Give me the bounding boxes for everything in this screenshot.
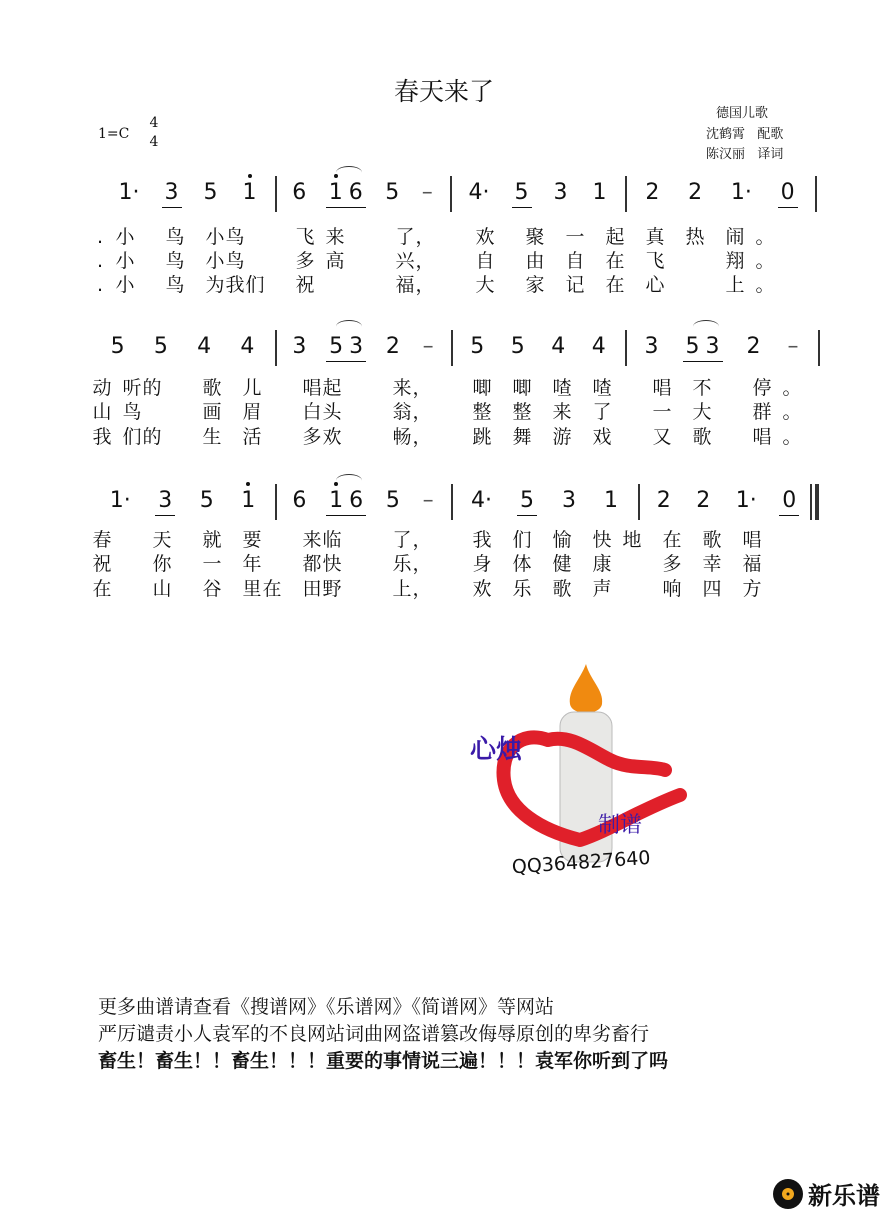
note bbox=[551, 180, 571, 206]
note bbox=[512, 180, 532, 208]
beamed-group bbox=[326, 488, 366, 516]
note-digit: 1 bbox=[730, 180, 745, 205]
note-digit: 1 bbox=[242, 180, 257, 205]
note-digit: 5 bbox=[385, 180, 400, 205]
note-digit: 1 bbox=[328, 180, 343, 205]
note bbox=[693, 488, 713, 514]
measure bbox=[457, 334, 619, 374]
note-digit: 5 bbox=[520, 488, 534, 513]
barline bbox=[815, 484, 819, 520]
note-digit: 0 bbox=[780, 180, 795, 205]
note-token bbox=[289, 180, 309, 206]
vinyl-record-icon bbox=[772, 1178, 804, 1210]
note bbox=[155, 488, 175, 516]
note-digit: 1 bbox=[109, 488, 124, 513]
note-digit: 2 bbox=[645, 180, 660, 205]
note-digit: 4 bbox=[468, 180, 483, 205]
note-token bbox=[642, 334, 662, 360]
measure bbox=[281, 180, 444, 220]
note-token bbox=[197, 488, 217, 514]
slur-arc bbox=[693, 320, 719, 333]
note-token bbox=[466, 180, 493, 206]
note-digit: 5 bbox=[685, 334, 700, 359]
note-token bbox=[151, 334, 171, 360]
note-digit: 0 bbox=[782, 488, 797, 513]
note-digit: 2 bbox=[385, 334, 400, 359]
note-token bbox=[237, 334, 257, 360]
flame-icon bbox=[570, 664, 602, 713]
note-token bbox=[383, 334, 403, 360]
note-token bbox=[590, 180, 610, 206]
note-digit: 2 bbox=[746, 334, 761, 359]
note bbox=[589, 334, 609, 360]
note-digit: 5 bbox=[514, 180, 529, 205]
note-digit: 3 bbox=[164, 180, 179, 205]
note bbox=[517, 488, 537, 516]
note bbox=[108, 334, 128, 360]
lyric-line: . 小 鸟 小 鸟 多 高 兴 ， 自 由 自 在 飞 翔 。 bbox=[96, 250, 775, 272]
barline bbox=[451, 484, 453, 520]
note-token bbox=[559, 488, 579, 514]
logo-left-text: 心烛 bbox=[470, 735, 523, 765]
note-digit: 6 bbox=[348, 180, 363, 205]
note-token bbox=[467, 334, 487, 360]
note-token bbox=[589, 334, 609, 360]
logo-qq: QQ364827640 bbox=[511, 846, 652, 879]
note-token bbox=[683, 334, 723, 362]
note bbox=[654, 488, 674, 514]
note-token bbox=[420, 334, 437, 360]
measure bbox=[281, 334, 445, 374]
note bbox=[197, 488, 217, 514]
note-digit: 1 bbox=[329, 488, 344, 513]
brand-name: 新乐谱 bbox=[808, 1182, 880, 1210]
beamed-group bbox=[326, 334, 366, 362]
barline bbox=[625, 330, 627, 366]
measure bbox=[106, 180, 269, 220]
note-digit: 5 bbox=[510, 334, 525, 359]
high-octave-dot bbox=[246, 482, 250, 486]
note-token bbox=[733, 488, 760, 514]
candle-heart-logo bbox=[470, 660, 700, 880]
slur-arc bbox=[336, 474, 362, 487]
measure bbox=[631, 180, 809, 220]
note-token bbox=[508, 334, 528, 360]
note-token bbox=[326, 334, 366, 362]
note bbox=[466, 180, 493, 206]
beamed-group bbox=[683, 334, 723, 362]
time-denominator: 4 bbox=[149, 134, 159, 150]
measure bbox=[457, 488, 632, 528]
note-token bbox=[107, 488, 134, 514]
note-token bbox=[162, 180, 182, 208]
note-digit: 6 bbox=[349, 488, 364, 513]
note-digit: 4 bbox=[591, 334, 606, 359]
note-digit: 4 bbox=[197, 334, 212, 359]
beamed-group bbox=[326, 180, 366, 208]
note bbox=[346, 334, 366, 360]
note bbox=[162, 180, 182, 208]
note-digit: 1 bbox=[735, 488, 750, 513]
barline bbox=[275, 176, 277, 212]
credit-origin: 德国儿歌 bbox=[716, 106, 769, 121]
note bbox=[237, 334, 257, 360]
footer-line-3: 畜生！畜生！！畜生！！！重要的事情说三遍！！！袁军你听到了吗 bbox=[98, 1050, 669, 1072]
note-token bbox=[383, 488, 403, 514]
high-octave-dot bbox=[248, 174, 252, 178]
note-token bbox=[728, 180, 755, 206]
measure bbox=[644, 488, 809, 528]
note-digit: 3 bbox=[158, 488, 173, 513]
song-title: 春天来了 bbox=[393, 77, 494, 106]
logo-right-text: 制谱 bbox=[598, 813, 643, 838]
note bbox=[326, 488, 346, 514]
note-digit: 3 bbox=[562, 488, 576, 513]
note-digit: 2 bbox=[688, 180, 703, 205]
barline bbox=[818, 330, 820, 366]
measure bbox=[96, 334, 269, 374]
note-token bbox=[551, 180, 571, 206]
note-token bbox=[512, 180, 532, 208]
note-digit: 3 bbox=[292, 334, 307, 359]
slur-arc bbox=[336, 166, 362, 179]
hold-dash bbox=[785, 334, 802, 360]
lyric-line: 在 山 谷 里 在 田 野 上 ， 欢 乐 歌 声 响 四 方 bbox=[92, 578, 762, 600]
note-token bbox=[548, 334, 568, 360]
note-token bbox=[420, 488, 437, 514]
note-token bbox=[289, 334, 309, 360]
time-signature bbox=[146, 114, 162, 152]
lyric-line: . 小 鸟 小 鸟 飞 来 了 ， 欢 聚 一 起 真 热 闹 。 bbox=[96, 226, 775, 248]
note-digit: 4 bbox=[551, 334, 566, 359]
hold-dash bbox=[420, 334, 437, 360]
note-token bbox=[685, 180, 705, 206]
note-token bbox=[238, 488, 258, 514]
note-digit: 4 bbox=[240, 334, 255, 359]
note-digit: 3 bbox=[553, 180, 568, 205]
note-token bbox=[108, 334, 128, 360]
note-digit: – bbox=[787, 334, 799, 359]
note-digit: 5 bbox=[110, 334, 125, 359]
note bbox=[289, 334, 309, 360]
note bbox=[289, 488, 309, 514]
note-token bbox=[201, 180, 221, 206]
note bbox=[468, 488, 495, 514]
measure bbox=[281, 488, 445, 528]
note-digit: 3 bbox=[644, 334, 659, 359]
barline bbox=[451, 330, 453, 366]
note-token bbox=[693, 488, 713, 514]
note bbox=[326, 334, 346, 360]
note bbox=[559, 488, 579, 514]
note-digit: 4 bbox=[471, 488, 485, 513]
note bbox=[238, 488, 258, 514]
note-digit: 5 bbox=[199, 488, 214, 513]
note bbox=[467, 334, 487, 360]
lyric-line: 我 们 的 生 活 多 欢 畅 ， 跳 舞 游 戏 又 歌 唱 。 bbox=[92, 426, 802, 448]
note-token bbox=[155, 488, 175, 516]
note bbox=[194, 334, 214, 360]
note bbox=[346, 488, 366, 514]
augmentation-dot: · bbox=[123, 488, 131, 513]
note bbox=[346, 180, 366, 206]
note-token bbox=[326, 180, 366, 208]
barline bbox=[275, 330, 277, 366]
lyric-line: 动 听 的 歌 儿 唱 起 来 ， 唧 唧 喳 喳 唱 不 停 。 bbox=[92, 377, 802, 399]
barline bbox=[625, 176, 627, 212]
note-digit: 5 bbox=[470, 334, 485, 359]
lyric-line: 春 天 就 要 来 临 了 ， 我 们 愉 快 地 在 歌 唱 bbox=[92, 529, 762, 551]
note bbox=[107, 488, 134, 514]
note-digit: 6 bbox=[292, 488, 307, 513]
note-digit: 5 bbox=[385, 488, 400, 513]
note-token bbox=[779, 488, 799, 516]
barline bbox=[638, 484, 640, 520]
note bbox=[744, 334, 764, 360]
note-token bbox=[517, 488, 537, 516]
note bbox=[703, 334, 723, 360]
barline bbox=[810, 484, 812, 520]
note bbox=[326, 180, 346, 206]
measure bbox=[456, 180, 619, 220]
footer-line-2: 严厉谴责小人袁军的不良网站词曲网盗谱篡改侮辱原创的卑劣畜行 bbox=[98, 1023, 650, 1045]
measure bbox=[96, 488, 269, 528]
note-token bbox=[744, 334, 764, 360]
note-token bbox=[642, 180, 662, 206]
note bbox=[685, 180, 705, 206]
lyric-line: 山 鸟 画 眉 白 头 翁 ， 整 整 来 了 一 大 群 。 bbox=[92, 401, 802, 423]
augmentation-dot: · bbox=[744, 180, 752, 205]
note-digit: 3 bbox=[705, 334, 720, 359]
note bbox=[289, 180, 309, 206]
augmentation-dot: · bbox=[749, 488, 757, 513]
barline bbox=[815, 176, 817, 212]
time-numerator: 4 bbox=[149, 115, 159, 131]
note bbox=[728, 180, 755, 206]
note bbox=[508, 334, 528, 360]
lyric-line: . 小 鸟 为 我 们 祝 福 ， 大 家 记 在 心 上 。 bbox=[96, 274, 775, 296]
credit-translator: 陈汉丽 译词 bbox=[706, 147, 784, 162]
barline bbox=[450, 176, 452, 212]
measure bbox=[631, 334, 812, 374]
note-token bbox=[240, 180, 260, 206]
slur-arc bbox=[336, 320, 362, 333]
note-digit: – bbox=[422, 488, 434, 513]
note-digit: 1 bbox=[592, 180, 607, 205]
note-digit: 1 bbox=[604, 488, 618, 513]
note bbox=[601, 488, 621, 514]
note-token bbox=[601, 488, 621, 514]
note bbox=[383, 488, 403, 514]
note-token bbox=[326, 488, 366, 516]
note-token bbox=[116, 180, 143, 206]
augmentation-dot: · bbox=[132, 180, 140, 205]
note-digit: 2 bbox=[656, 488, 671, 513]
augmentation-dot: · bbox=[485, 488, 492, 513]
footer-line-1: 更多曲谱请查看《搜谱网》《乐谱网》《简谱网》等网站 bbox=[98, 996, 555, 1018]
note-token bbox=[289, 488, 309, 514]
note bbox=[382, 180, 402, 206]
note-digit: 2 bbox=[696, 488, 711, 513]
note-token bbox=[194, 334, 214, 360]
note-digit: 1 bbox=[118, 180, 133, 205]
note bbox=[642, 180, 662, 206]
note-digit: – bbox=[421, 180, 433, 205]
lyric-line: 祝 你 一 年 都 快 乐 ， 身 体 健 康 多 幸 福 bbox=[92, 553, 762, 575]
note bbox=[201, 180, 221, 206]
note bbox=[778, 180, 798, 208]
hold-dash bbox=[420, 488, 437, 514]
hold-dash bbox=[419, 180, 436, 206]
note-token bbox=[785, 334, 802, 360]
note-token bbox=[382, 180, 402, 206]
note bbox=[779, 488, 799, 516]
note-token bbox=[654, 488, 674, 514]
note-digit: 3 bbox=[349, 334, 364, 359]
note-digit: 5 bbox=[203, 180, 218, 205]
credit-arranger: 沈鹤霄 配歌 bbox=[706, 127, 784, 142]
note-token bbox=[419, 180, 436, 206]
barline bbox=[275, 484, 277, 520]
note-token bbox=[778, 180, 798, 208]
note bbox=[548, 334, 568, 360]
note bbox=[733, 488, 760, 514]
brand-logo bbox=[772, 1176, 880, 1211]
note-digit: – bbox=[422, 334, 434, 359]
augmentation-dot: · bbox=[482, 180, 490, 205]
note bbox=[642, 334, 662, 360]
note-digit: 5 bbox=[329, 334, 344, 359]
note bbox=[151, 334, 171, 360]
note bbox=[240, 180, 260, 206]
note-digit: 6 bbox=[292, 180, 307, 205]
key-signature: 1=C bbox=[98, 126, 130, 142]
note-digit: 5 bbox=[153, 334, 168, 359]
note bbox=[590, 180, 610, 206]
note-digit: 1 bbox=[241, 488, 256, 513]
note bbox=[683, 334, 703, 360]
note-token bbox=[468, 488, 495, 514]
note bbox=[383, 334, 403, 360]
note bbox=[116, 180, 143, 206]
